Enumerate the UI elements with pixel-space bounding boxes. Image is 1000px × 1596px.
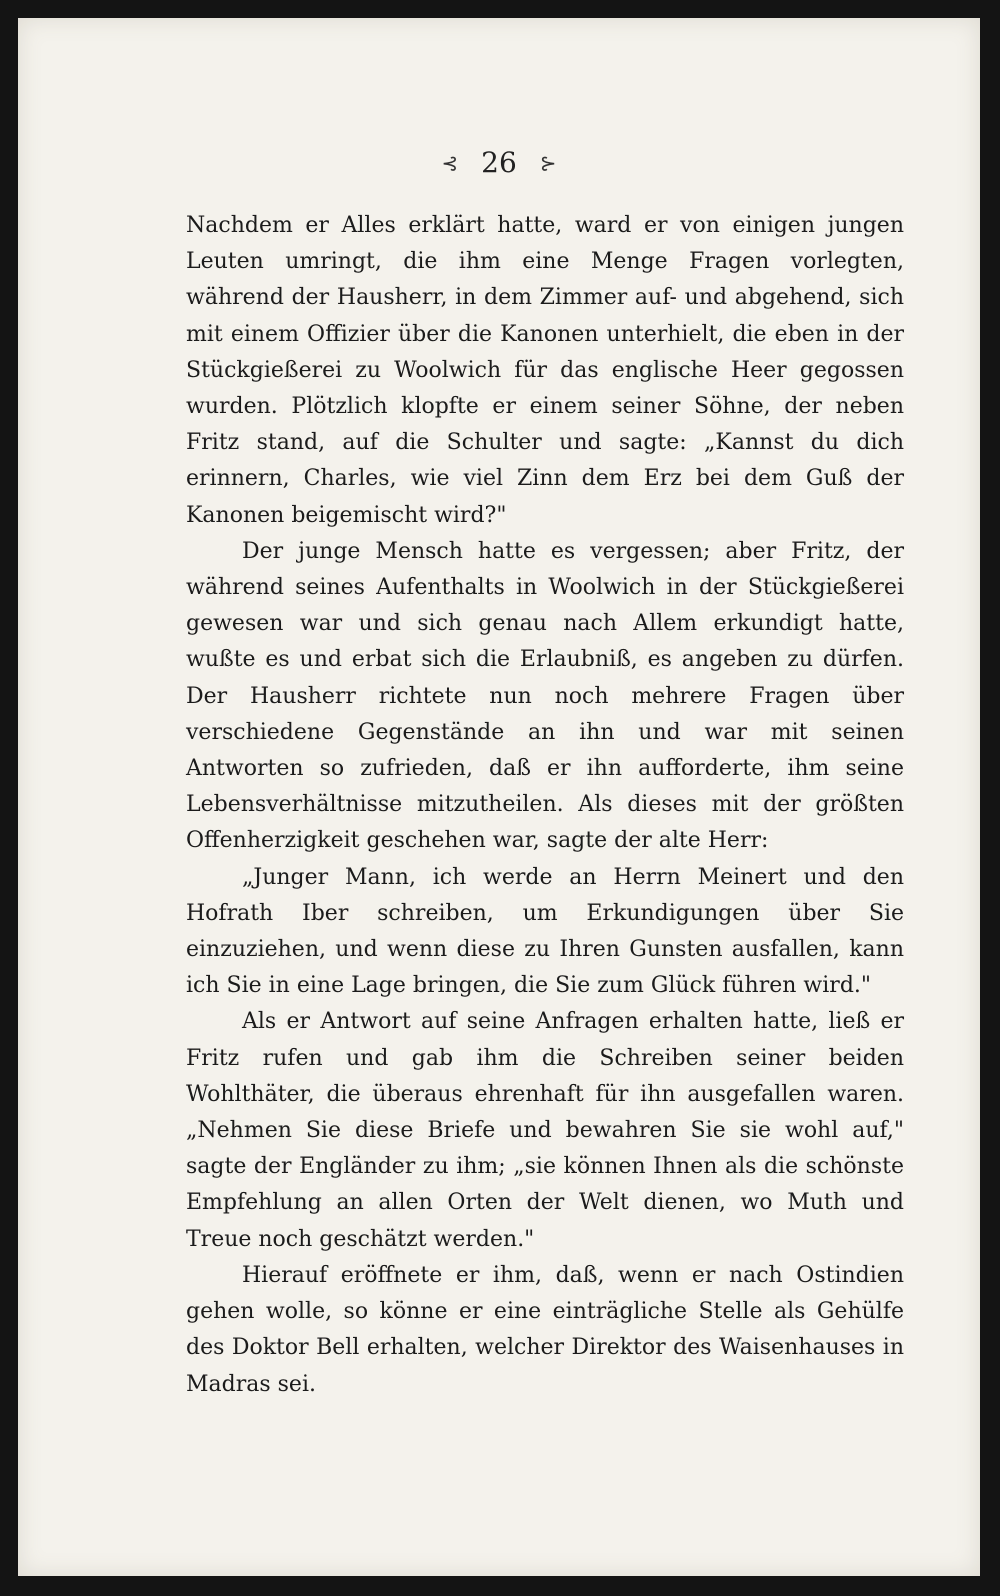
paragraph-5: Hierauf eröffnete er ihm, daß, wenn er nach Ostindien gehen wolle, so könne er eine einträgliche Stelle als Gehülfe des Doktor Bell erhalten, welcher Direktor des Waisenhauses in Madras sei. xyxy=(186,1262,904,1397)
page-number: 26 xyxy=(481,146,517,179)
ornament-right-icon: ⊱ xyxy=(539,151,557,175)
book-page xyxy=(18,18,980,1576)
page-header xyxy=(18,146,980,179)
paragraph-1: Nachdem er Alles erklärt hatte, ward er von einigen jungen Leuten umringt, die ihm eine Menge Fragen vorlegten, während der Hausherr, in dem Zimmer auf- und abgehend, sich mit einem Offizier über die Kanonen unterhielt, die eben in der Stückgießerei zu Woolwich für das englische Heer gegossen wurden. Plötzlich klopfte er einem seiner Söhne, der neben Fritz stand, auf die Schulter und sagte: „Kannst du dich erinnern, Charles, wie viel Zinn dem Erz bei dem Guß der Kanonen beigemischt wird?" xyxy=(186,213,904,528)
body-text xyxy=(186,208,904,1403)
paragraph-4: Als er Antwort auf seine Anfragen erhalten hatte, ließ er Fritz rufen und gab ihm die Schreiben seiner beiden Wohlthäter, die überaus ehrenhaft für ihn ausgefallen waren. „Nehmen Sie diese Briefe und bewahren Sie sie wohl auf," sagte der Engländer zu ihm; „sie können Ihnen als die schönste Empfehlung an allen Orten der Welt dienen, wo Muth und Treue noch geschätzt werden." xyxy=(186,1009,904,1252)
ornament-left-icon: ⊰ xyxy=(441,151,459,175)
paragraph-2: Der junge Mensch hatte es vergessen; aber Fritz, der während seines Aufenthalts in Woolwich in der Stückgießerei gewesen war und sich genau nach Allem erkundigt hatte, wußte es und erbat sich die Erlaubniß, es angeben zu dürfen. Der Hausherr richtete nun noch mehrere Fragen über verschiedene Gegenstände an ihn und war mit seinen Antworten so zufrieden, daß er ihn aufforderte, ihm seine Lebensverhältnisse mitzutheilen. Als dieses mit der größten Offenherzigkeit geschehen war, sagte der alte Herr: xyxy=(186,538,904,854)
paragraph-3: „Junger Mann, ich werde an Herrn Meinert und den Hofrath Iber schreiben, um Erkundigungen über Sie einzuziehen, und wenn diese zu Ihren Gunsten ausfallen, kann ich Sie in eine Lage bringen, die Sie zum Glück führen wird." xyxy=(186,864,904,999)
